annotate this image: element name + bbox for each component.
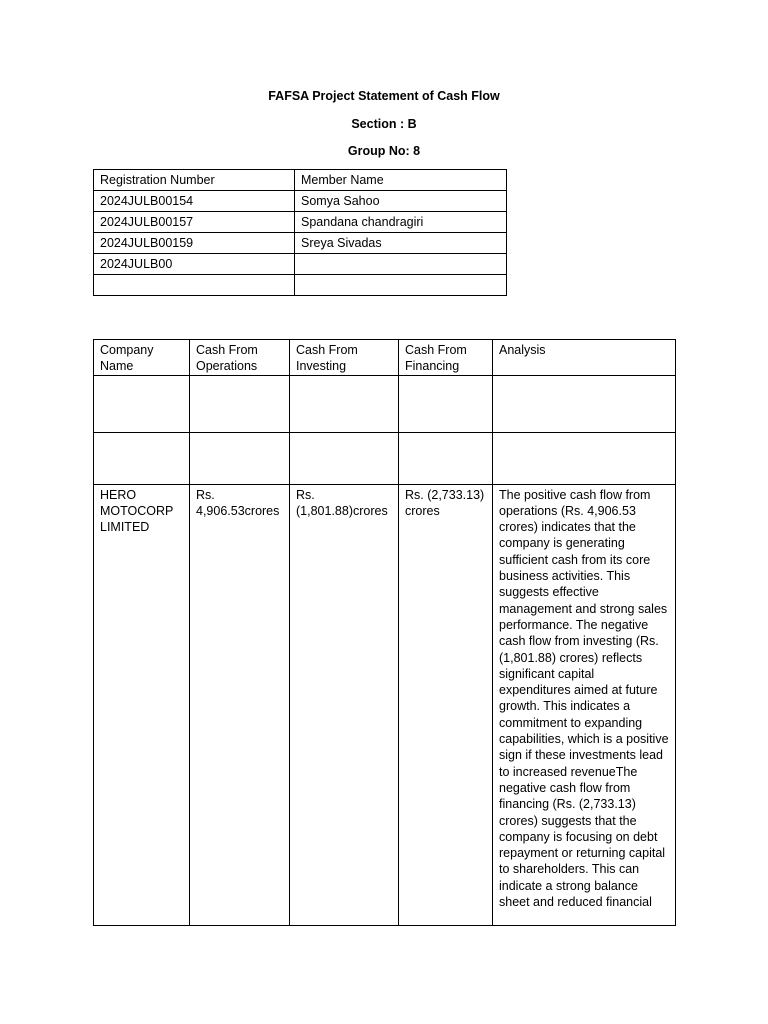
member-name-cell [295,254,507,275]
analysis-cell [493,375,676,432]
table-row [94,212,507,233]
member-name-cell: Spandana chandragiri [295,212,507,233]
member-name-cell: Somya Sahoo [295,191,507,212]
cash-from-financing-header: Cash From Financing [399,340,493,376]
financing-cell: Rs. (2,733.13) crores [399,484,493,925]
operations-cell [190,432,290,484]
table-row [94,484,676,925]
cash-from-operations-header: Cash From Operations [190,340,290,376]
table-row [94,432,676,484]
registration-number-cell: 2024JULB00 [94,254,295,275]
registration-number-cell [94,275,295,296]
investing-cell [290,375,399,432]
member-name-cell [295,275,507,296]
registration-number-cell: 2024JULB00159 [94,233,295,254]
investing-cell: Rs. (1,801.88)crores [290,484,399,925]
document-title: FAFSA Project Statement of Cash Flow [268,89,500,103]
operations-cell [190,375,290,432]
investing-cell [290,432,399,484]
company-name-cell [94,432,190,484]
table-row [94,375,676,432]
section-label: Section : B [351,117,417,131]
registration-number-cell: 2024JULB00157 [94,212,295,233]
cash-flow-table [93,339,676,926]
members-header-row [94,170,507,191]
analysis-cell [493,432,676,484]
table-row [94,191,507,212]
operations-cell: Rs. 4,906.53crores [190,484,290,925]
table-row [94,275,507,296]
table-row [94,233,507,254]
cash-from-investing-header: Cash From Investing [290,340,399,376]
members-table [93,169,507,296]
member-name-header: Member Name [295,170,507,191]
analysis-cell: The positive cash flow from operations (Rs. 4,906.53 crores) indicates that the company is generating sufficient cash from its core business activities. This suggests effective management and strong sales performance. The negative cash flow from investing (Rs. (1,801.88) crores) reflects significant capital expenditures aimed at future growth. This indicates a commitment to expanding capabilities, which is a positive sign if these investments lead to increased revenueThe negative cash flow from financing (Rs. (2,733.13) crores) suggests that the company is focusing on debt repayment or returning capital to shareholders. This can indicate a strong balance sheet and reduced financial [493,484,676,925]
financing-cell [399,375,493,432]
member-name-cell: Sreya Sivadas [295,233,507,254]
registration-number-header: Registration Number [94,170,295,191]
analysis-header: Analysis [493,340,676,376]
registration-number-cell: 2024JULB00154 [94,191,295,212]
financing-cell [399,432,493,484]
company-name-header: Company Name [94,340,190,376]
group-label: Group No: 8 [347,144,421,158]
cash-flow-header-row [94,340,676,376]
company-name-cell: HERO MOTOCORP LIMITED [94,484,190,925]
company-name-cell [94,375,190,432]
table-row [94,254,507,275]
